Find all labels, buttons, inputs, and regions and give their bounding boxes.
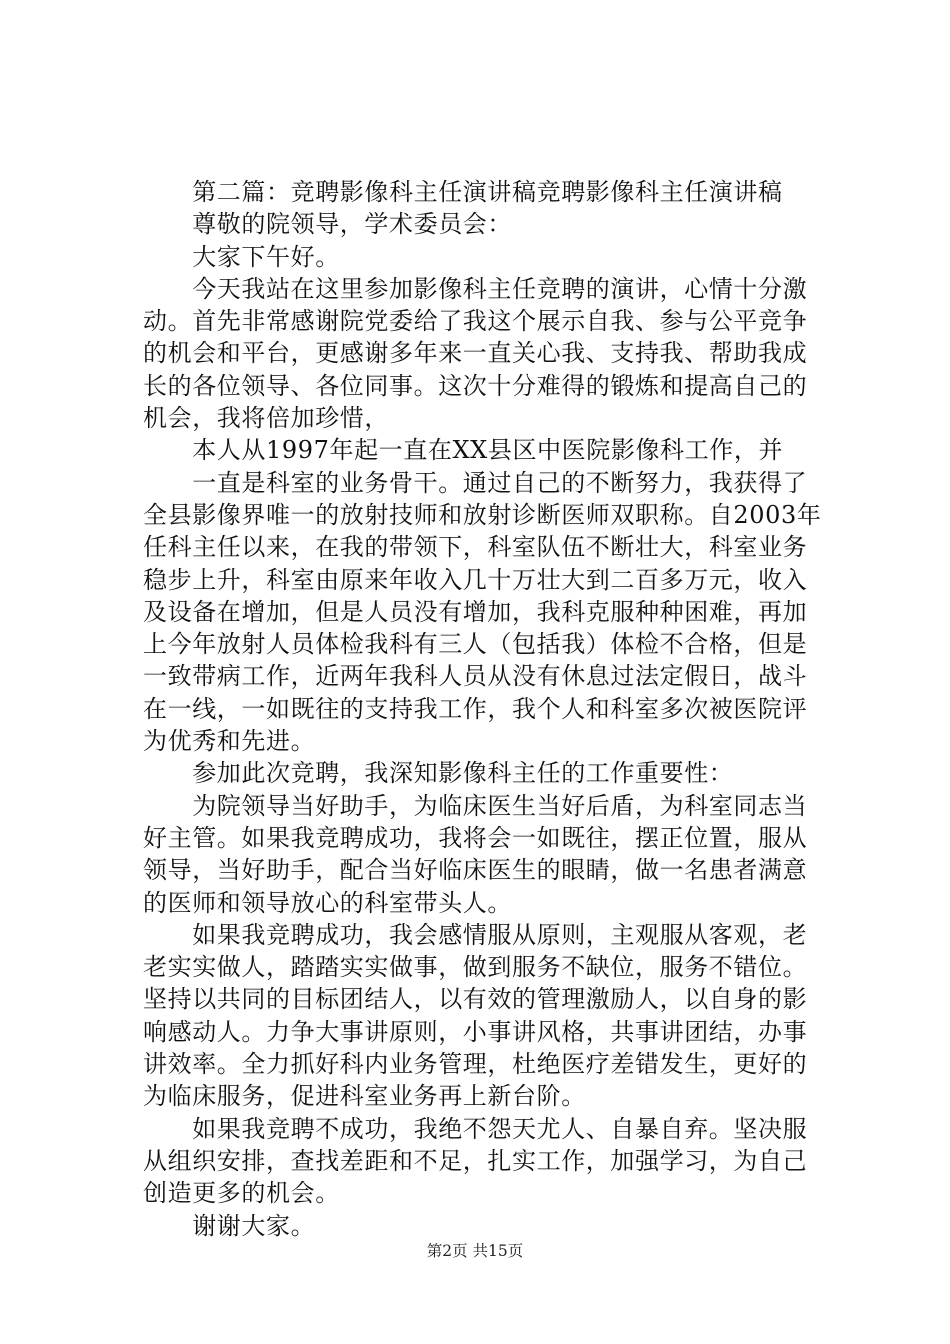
- text-line: 今天我站在这里参加影像科主任竞聘的演讲，心情十分激: [143, 274, 808, 303]
- text-line: 任科主任以来，在我的带领下，科室队伍不断壮大，科室业务: [143, 533, 808, 562]
- page-number-footer: 第2页 共15页: [426, 1242, 524, 1260]
- text-line: 及设备在增加，但是人员没有增加，我科克服种种困难，再加: [143, 597, 808, 626]
- closing-line: 谢谢大家。: [143, 1211, 316, 1240]
- text-line: 好主管。如果我竞聘成功，我将会一如既往，摆正位置，服从: [143, 823, 808, 852]
- text-line: 领导，当好助手，配合当好临床医生的眼睛，做一名患者满意: [143, 856, 808, 885]
- text-line: 从组织安排，查找差距和不足，扎实工作，加强学习，为自己: [143, 1146, 808, 1175]
- text-line: 机会，我将倍加珍惜，: [143, 404, 389, 433]
- greeting: 大家下午好。: [143, 242, 340, 271]
- text-line: 如果我竞聘不成功，我绝不怨天尤人、自暴自弃。坚决服: [143, 1114, 808, 1143]
- text-line: 创造更多的机会。: [143, 1179, 340, 1208]
- document-body: [143, 176, 833, 1242]
- text-line: 本人从1997年起一直在XX县区中医院影像科工作，并: [143, 436, 784, 465]
- text-line: 全县影像界唯一的放射技师和放射诊断医师双职称。自2003年: [143, 500, 822, 529]
- document-title: 第二篇：竞聘影像科主任演讲稿竞聘影像科主任演讲稿: [143, 178, 783, 206]
- text-line: 上今年放射人员体检我科有三人（包括我）体检不合格，但是: [143, 630, 808, 659]
- text-line: 动。首先非常感谢院党委给了我这个展示自我、参与公平竞争: [143, 307, 808, 336]
- text-line: 参加此次竞聘，我深知影像科主任的工作重要性：: [143, 759, 734, 788]
- text-line: 为优秀和先进。: [143, 727, 316, 756]
- text-line: 的机会和平台，更感谢多年来一直关心我、支持我、帮助我成: [143, 339, 808, 368]
- text-line: 为临床服务，促进科室业务再上新台阶。: [143, 1082, 586, 1111]
- salutation: 尊敬的院领导，学术委员会：: [143, 210, 512, 239]
- text-line: 坚持以共同的目标团结人，以有效的管理激励人，以自身的影: [143, 985, 808, 1014]
- text-line: 在一线，一如既往的支持我工作，我个人和科室多次被医院评: [143, 694, 808, 723]
- text-line: 一直是科室的业务骨干。通过自己的不断努力，我获得了: [143, 468, 808, 497]
- text-line: 长的各位领导、各位同事。这次十分难得的锻炼和提高自己的: [143, 371, 808, 400]
- text-line: 讲效率。全力抓好科内业务管理，杜绝医疗差错发生，更好的: [143, 1050, 808, 1079]
- text-line: 稳步上升，科室由原来年收入几十万壮大到二百多万元，收入: [143, 565, 808, 594]
- text-line: 为院领导当好助手，为临床医生当好后盾，为科室同志当: [143, 791, 808, 820]
- text-line: 一致带病工作，近两年我科人员从没有休息过法定假日，战斗: [143, 662, 808, 691]
- text-line: 的医师和领导放心的科室带头人。: [143, 888, 512, 917]
- text-line: 响感动人。力争大事讲原则，小事讲风格，共事讲团结，办事: [143, 1017, 808, 1046]
- text-line: 如果我竞聘成功，我会感情服从原则，主观服从客观，老: [143, 920, 808, 949]
- text-line: 老实实做人，踏踏实实做事，做到服务不缺位，服务不错位。: [143, 953, 808, 982]
